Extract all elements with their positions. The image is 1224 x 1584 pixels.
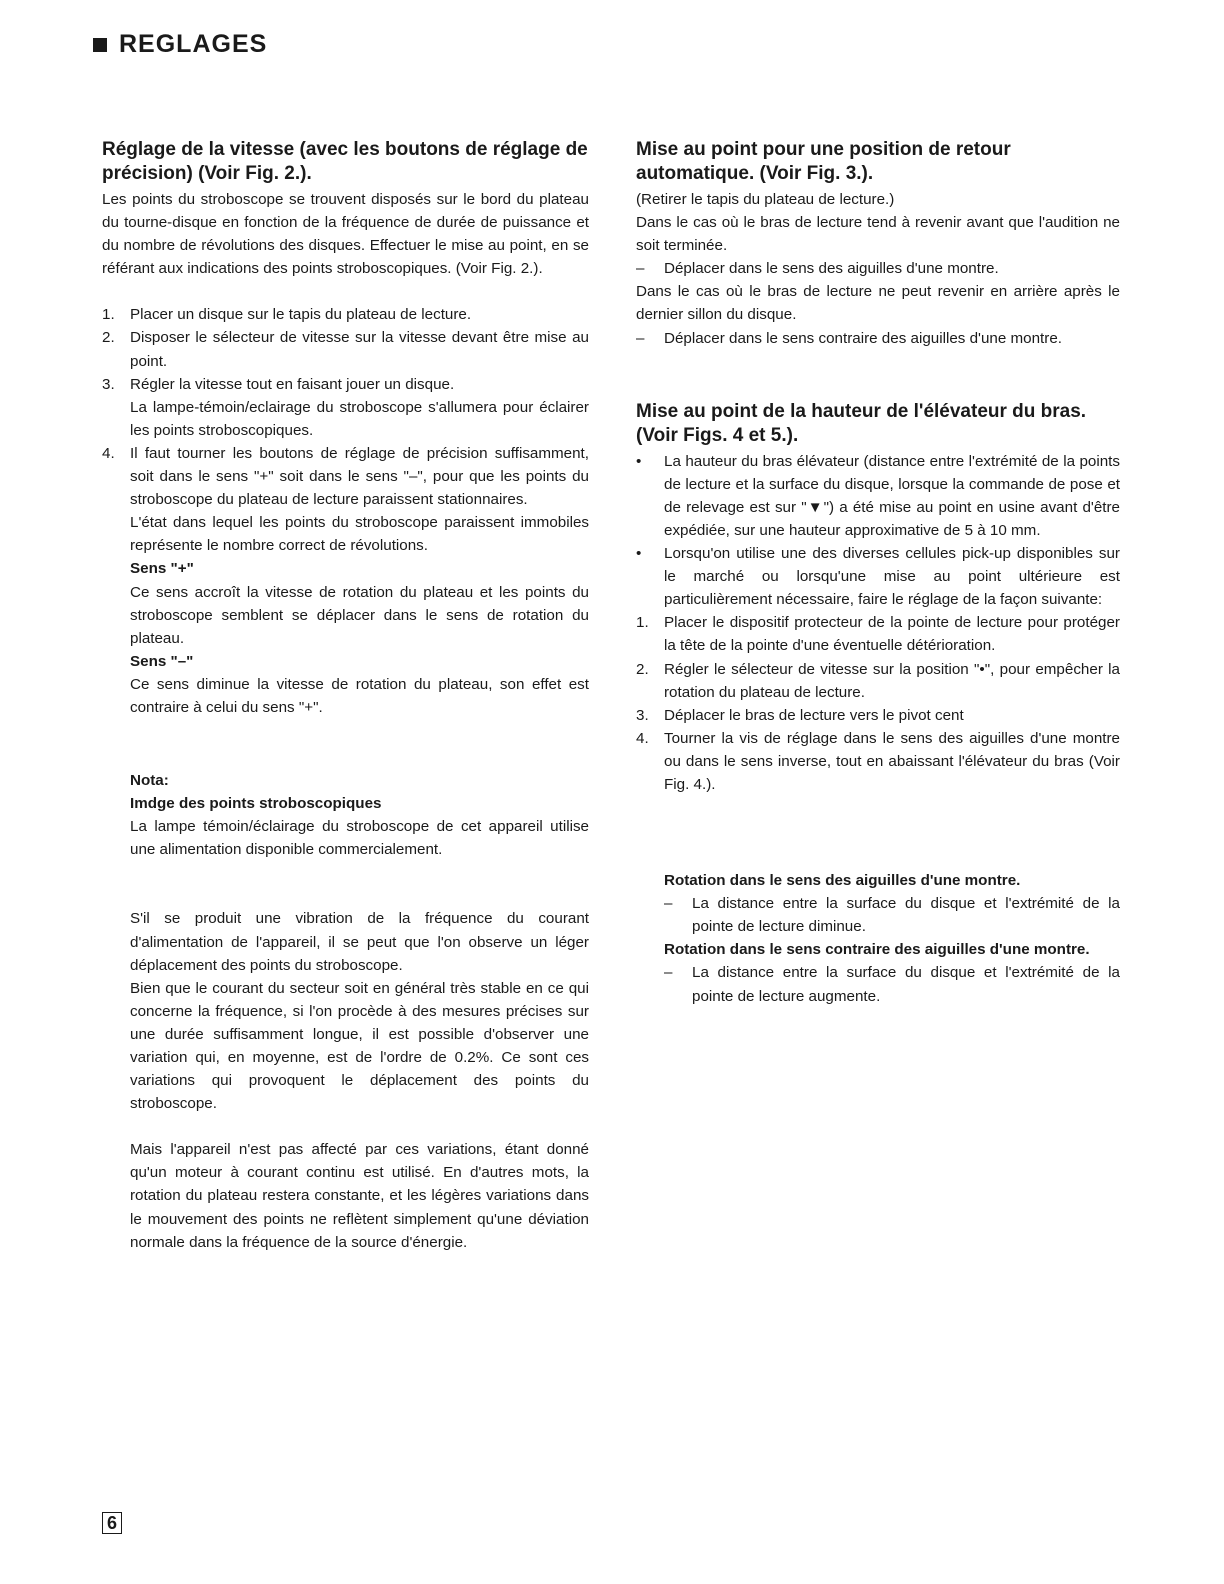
step4-note: L'état dans lequel les points du stroboscope paraissent immobiles représente le nombre correct de révolutions. [130,514,589,555]
vibration-p1: S'il se produit une vibration de la fréquence du courant d'alimentation de l'appareil, il se peut que l'on observe un léger déplacement des points du stroboscope. [130,910,589,974]
rotation-block [664,869,1120,1008]
list-item: – Déplacer dans le sens contraire des aiguilles d'une montre. [636,327,1120,350]
list-item: 3. Régler la vitesse tout en faisant jouer un disque. [102,375,455,393]
list-item: 2. Disposer le sélecteur de vitesse sur la vitesse devant être mise au point. [102,329,589,370]
nota-subtitle: Imdge des points stroboscopiques [130,795,382,813]
minus-text: Ce sens diminue la vitesse de rotation du plateau, son effet est contraire à celui du sens "+". [130,675,589,716]
plus-text: Ce sens accroît la vitesse de rotation du plateau et les points du stroboscope semblent se déplacer dans le sens de rotation du plateau. [130,583,589,647]
bullet-icon: • [636,452,642,470]
list-item: 4. Tourner la vis de réglage dans le sens des aiguilles d'une montre ou dans le sens inverse, tout en abaissant l'élévateur du bras (Voir Fig. 4.). [636,729,1120,793]
autoreturn-case1: Dans le cas où le bras de lecture tend à revenir avant que l'audition ne soit terminée. [636,214,1120,255]
nota-label: Nota: [130,772,169,790]
list-item: 1. Placer le dispositif protecteur de la pointe de lecture pour protéger la tête de la pointe d'une éventuelle détérioration. [636,614,1120,655]
rotation-ccw-label: Rotation dans le sens contraire des aiguilles d'une montre. [664,941,1090,959]
vibration-p2: Bien que le courant du secteur soit en général très stable en ce qui concerne la fréquence, si l'on procède à des mesures précises sur une durée suffisamment longue, il est possible d'observer une variation qui, en moyenne, est de l'ordre de 0.2%. Ce sont ces variations qui provoquent le déplacement des points du stroboscope. [130,979,589,1113]
autoreturn-heading: Mise au point pour une position de retour automatique. (Voir Fig. 3.). [636,139,1011,184]
list-item: • La hauteur du bras élévateur (distance entre l'extrémité de la points de lecture et la surface du disque, lorsque la commande de pose et de relevage est sur "▼") a été mise au point en usine avant d'être expédiée, sur une hauteur approximative de 5 à 10 mm. [636,450,1120,542]
square-bullet-icon [93,38,107,52]
page-title-text: REGLAGES [119,30,268,58]
rotation-cw-text: La distance entre la surface du disque et l'extrémité de la pointe de lecture diminue. [692,895,1120,936]
list-item: – La distance entre la surface du disque et l'extrémité de la pointe de lecture augmente. [664,961,1120,1007]
autoreturn-dash1: Déplacer dans le sens des aiguilles d'une montre. [664,260,999,278]
right-column [636,138,1120,1008]
nota-block [130,769,589,1254]
speed-heading: Réglage de la vitesse (avec les boutons de réglage de précision) (Voir Fig. 2.). [102,139,588,184]
nota-text: La lampe témoin/éclairage du stroboscope de cet appareil utilise une alimentation disponible commercialement. [130,818,589,859]
elevator-heading: Mise au point de la hauteur de l'élévateur du bras. (Voir Figs. 4 et 5.). [636,400,1087,446]
list-item: 4. Il faut tourner les boutons de réglage de précision suffisamment, soit dans le sens "+" soit dans le sens "–", pour que les points du stroboscope du plateau de lecture paraissent stationnaires. [102,444,589,509]
list-item: – Déplacer dans le sens des aiguilles d'une montre. [636,257,1120,280]
list-item: – La distance entre la surface du disque et l'extrémité de la pointe de lecture diminue. [664,892,1120,938]
page-title [93,30,267,59]
autoreturn-remove: (Retirer le tapis du plateau de lecture.) [636,191,895,208]
step3-note: La lampe-témoin/eclairage du stroboscope s'allumera pour éclairer les points stroboscopiques. [130,398,589,439]
vibration-p3: Mais l'appareil n'est pas affecté par ces variations, étant donné qu'un moteur à courant continu est utilisé. En d'autres mots, la rotation du plateau restera constante, et les légères variations dans le mouvement des points ne reflètent simplement qu'une déviation normale dans la fréquence de la source d'énergie. [130,1141,589,1251]
list-item: • Lorsqu'on utilise une des diverses cellules pick-up disponibles sur le marché ou lorsqu'une mise au point ultérieure est particulièrement nécessaire, faire le réglage de la façon suivante: [636,542,1120,611]
autoreturn-case2: Dans le cas où le bras de lecture ne peut revenir en arrière après le dernier sillon du disque. [636,283,1120,324]
speed-steps [102,303,589,719]
plus-label: Sens "+" [130,560,194,578]
list-item: 1. Placer un disque sur le tapis du plateau de lecture. [102,306,472,324]
speed-intro: Les points du stroboscope se trouvent disposés sur le bord du plateau du tourne-disque en fonction de la fréquence de durée de puissance et du nombre de révolutions des disques. Effectuer le mise au point, en se référant aux indications des points stroboscopiques. (Voir Fig. 2.). [102,191,589,278]
list-item: 3. Déplacer le bras de lecture vers le pivot cent [636,706,964,724]
minus-label: Sens "–" [130,652,194,670]
list-item: 2. Régler le sélecteur de vitesse sur la position "•", pour empêcher la rotation du plateau de lecture. [636,660,1120,701]
rotation-cw-label: Rotation dans le sens des aiguilles d'une montre. [664,872,1021,890]
page-number: 6 [102,1512,122,1534]
rotation-ccw-text: La distance entre la surface du disque et l'extrémité de la pointe de lecture augmente. [692,964,1120,1005]
left-column [102,138,589,1254]
bullet-icon: • [636,545,642,563]
autoreturn-dash2: Déplacer dans le sens contraire des aiguilles d'une montre. [664,329,1062,347]
